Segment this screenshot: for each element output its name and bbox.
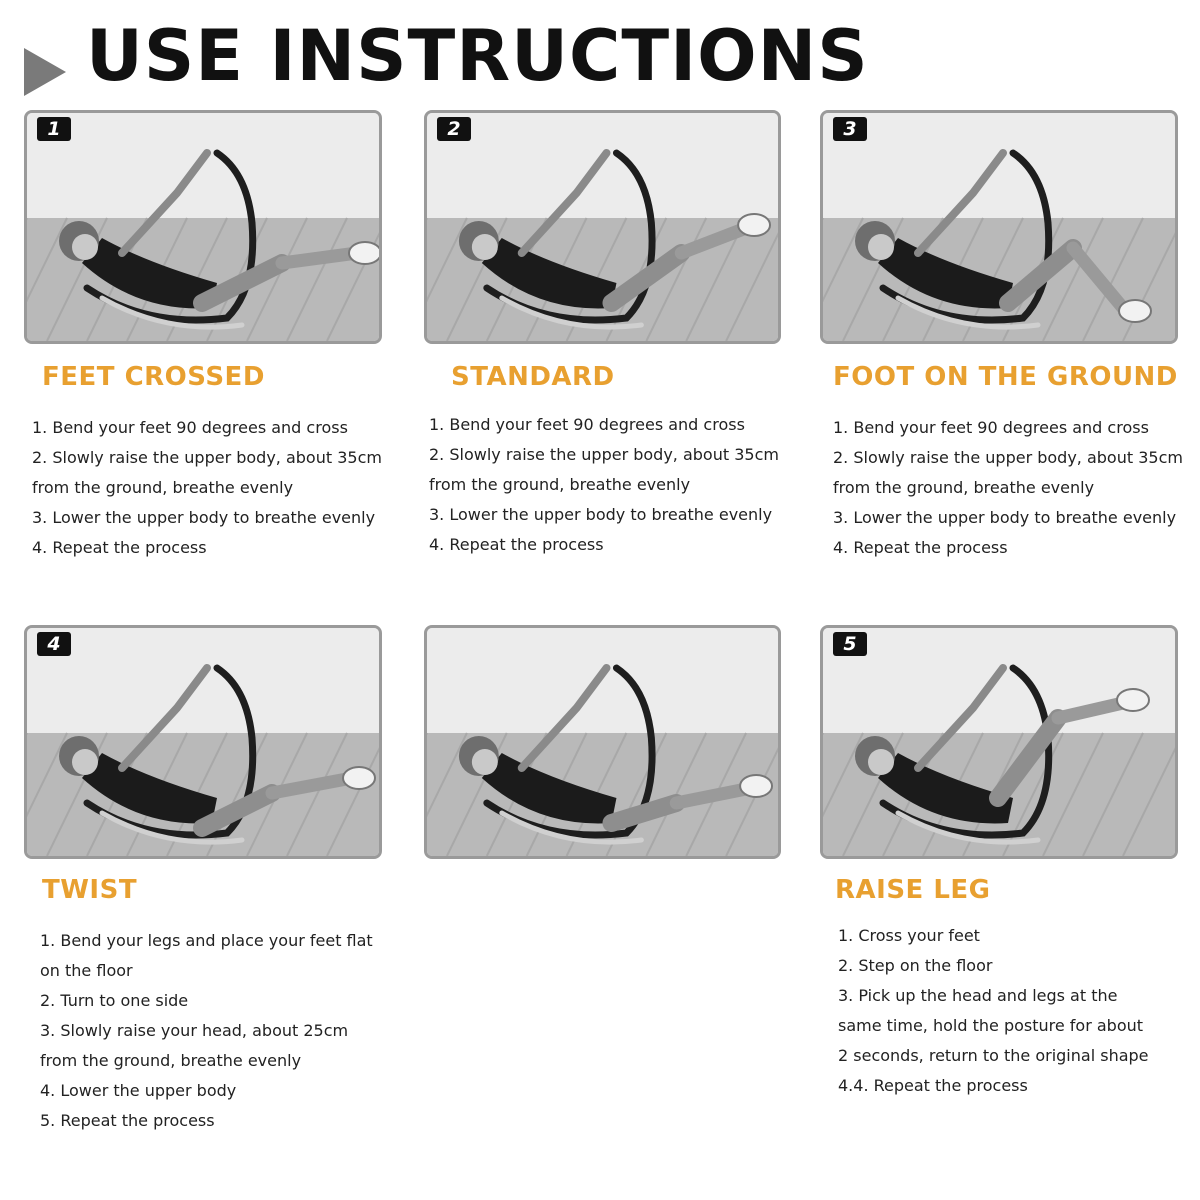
instruction-line: 2. Turn to one side — [40, 991, 189, 1010]
instruction-line: 2 seconds, return to the original shape — [838, 1046, 1149, 1065]
instruction-line: from the ground, breathe evenly — [429, 475, 691, 494]
instruction-line: from the ground, breathe evenly — [833, 478, 1095, 497]
exercise-photo-5 — [424, 625, 781, 859]
instruction-line: 4. Lower the upper body — [40, 1081, 237, 1100]
instruction-line: 4. Repeat the process — [32, 538, 207, 557]
instruction-line: from the ground, breathe evenly — [32, 478, 294, 497]
exercise-photo-6 — [820, 625, 1178, 859]
section-heading-foot-on-the-ground: FOOT ON THE GROUND — [833, 362, 1178, 392]
step-badge: 3 — [833, 117, 867, 141]
instruction-line: 3. Lower the upper body to breathe evenly — [833, 508, 1177, 527]
instruction-line: from the ground, breathe evenly — [40, 1051, 302, 1070]
step-badge: 1 — [37, 117, 71, 141]
instruction-line: 4. Repeat the process — [833, 538, 1008, 557]
instruction-line: 4.4. Repeat the process — [838, 1076, 1028, 1095]
section-heading-feet-crossed: FEET CROSSED — [42, 362, 265, 392]
instruction-list-raise-leg — [838, 921, 1149, 1101]
instruction-line: 1. Bend your legs and place your feet flat — [40, 931, 373, 950]
instruction-list-foot-on-the-ground — [833, 413, 1183, 563]
instruction-line: 3. Slowly raise your head, about 25cm — [40, 1021, 349, 1040]
instruction-line: 1. Cross your feet — [838, 926, 980, 945]
instruction-line: 3. Lower the upper body to breathe evenly — [429, 505, 773, 524]
instruction-line: 2. Slowly raise the upper body, about 35cm — [429, 445, 779, 464]
instruction-line: on the floor — [40, 961, 133, 980]
page-title: USE INSTRUCTIONS — [86, 15, 869, 97]
instruction-line: 1. Bend your feet 90 degrees and cross — [833, 418, 1149, 437]
exercise-photo-4 — [24, 625, 382, 859]
instruction-line: 1. Bend your feet 90 degrees and cross — [429, 415, 745, 434]
instruction-line: same time, hold the posture for about — [838, 1016, 1144, 1035]
instruction-line: 2. Slowly raise the upper body, about 35cm — [32, 448, 382, 467]
section-heading-raise-leg: RAISE LEG — [835, 875, 991, 905]
exercise-photo-3 — [820, 110, 1178, 344]
exercise-photo-2 — [424, 110, 781, 344]
instruction-list-twist — [40, 926, 373, 1136]
exercise-photo-1 — [24, 110, 382, 344]
instruction-line: 5. Repeat the process — [40, 1111, 215, 1130]
section-heading-standard: STANDARD — [451, 362, 615, 392]
play-arrow-icon — [24, 48, 66, 96]
instruction-line: 2. Slowly raise the upper body, about 35cm — [833, 448, 1183, 467]
instruction-list-standard — [429, 410, 779, 560]
section-heading-twist: TWIST — [42, 875, 138, 905]
step-badge: 2 — [437, 117, 471, 141]
step-badge: 4 — [37, 632, 71, 656]
step-badge: 5 — [833, 632, 867, 656]
instruction-line: 1. Bend your feet 90 degrees and cross — [32, 418, 348, 437]
instruction-line: 3. Lower the upper body to breathe evenly — [32, 508, 376, 527]
instruction-line: 3. Pick up the head and legs at the — [838, 986, 1118, 1005]
instruction-line: 2. Step on the floor — [838, 956, 993, 975]
instruction-list-feet-crossed — [32, 413, 382, 563]
instruction-line: 4. Repeat the process — [429, 535, 604, 554]
